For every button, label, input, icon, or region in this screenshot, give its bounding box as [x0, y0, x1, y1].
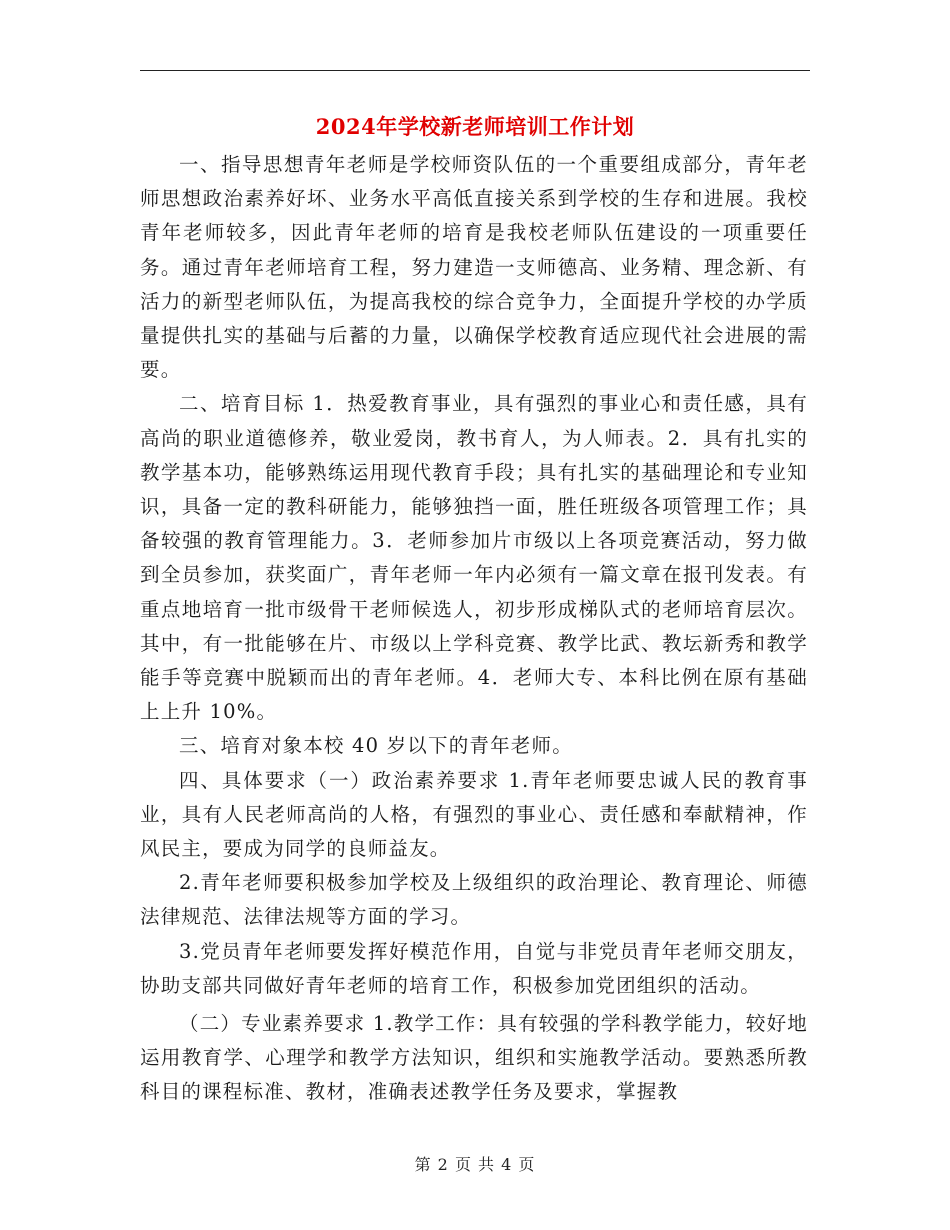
paragraph-training-targets: 三、培育对象本校 40 岁以下的青年老师。 [179, 734, 573, 758]
document-body [140, 148, 808, 1110]
paragraph-training-goals: 二、培育目标 1．热爱教育事业，具有强烈的事业心和责任感，具有高尚的职业道德修养，敬业爱岗，教书育人，为人师表。2．具有扎实的教学基本功，能够熟练运用现代教育手段；具有扎实的基础理论和专业知识，具备一定的教科研能力，能够独挡一面，胜任班级各项管理工作；具备较强的教育管理能力。3．老师参加片市级以上各项竞赛活动，努力做到全员参加，获奖面广，青年老师一年内必须有一篇文章在报刊发表。有重点地培育一批市级骨干老师候选人，初步形成梯队式的老师培育层次。其中，有一批能够在片、市级以上学科竞赛、教学比武、教坛新秀和教学能手等竞赛中脱颖而出的青年老师。4．老师大专、本科比例在原有基础上上升 10%。 [140, 392, 808, 724]
paragraph-study-requirement: 2.青年老师要积极参加学校及上级组织的政治理论、教育理论、师德法律规范、法律法规等方面的学习。 [140, 871, 808, 929]
paragraph-guiding-ideology: 一、指导思想青年老师是学校师资队伍的一个重要组成部分，青年老师思想政治素养好坏、业务水平高低直接关系到学校的生存和进展。我校青年老师较多，因此青年老师的培育是我校老师队伍建设的一项重要任务。通过青年老师培育工程，努力建造一支师德高、业务精、理念新、有活力的新型老师队伍，为提高我校的综合竞争力，全面提升学校的办学质量提供扎实的基础与后蓄的力量，以确保学校教育适应现代社会进展的需要。 [140, 153, 808, 382]
page-number: 第 2 页 共 4 页 [414, 1155, 536, 1174]
paragraph-party-member-role: 3.党员青年老师要发挥好模范作用，自觉与非党员青年老师交朋友，协助支部共同做好青年老师的培育工作，积极参加党团组织的活动。 [140, 939, 808, 997]
paragraph-professional-requirements: （二）专业素养要求 1.教学工作：具有较强的学科教学能力，较好地运用教育学、心理学和教学方法知识，组织和实施教学活动。要熟悉所教科目的课程标准、教材，准确表述教学任务及要求，掌握教 [140, 1012, 808, 1104]
document-title: 2024年学校新老师培训工作计划 [315, 114, 635, 139]
paragraph-political-requirements: 四、具体要求（一）政治素养要求 1.青年老师要忠诚人民的教育事业，具有人民老师高尚的人格，有强烈的事业心、责任感和奉献精神，作风民主，要成为同学的良师益友。 [140, 768, 808, 861]
header-rule [140, 70, 810, 71]
